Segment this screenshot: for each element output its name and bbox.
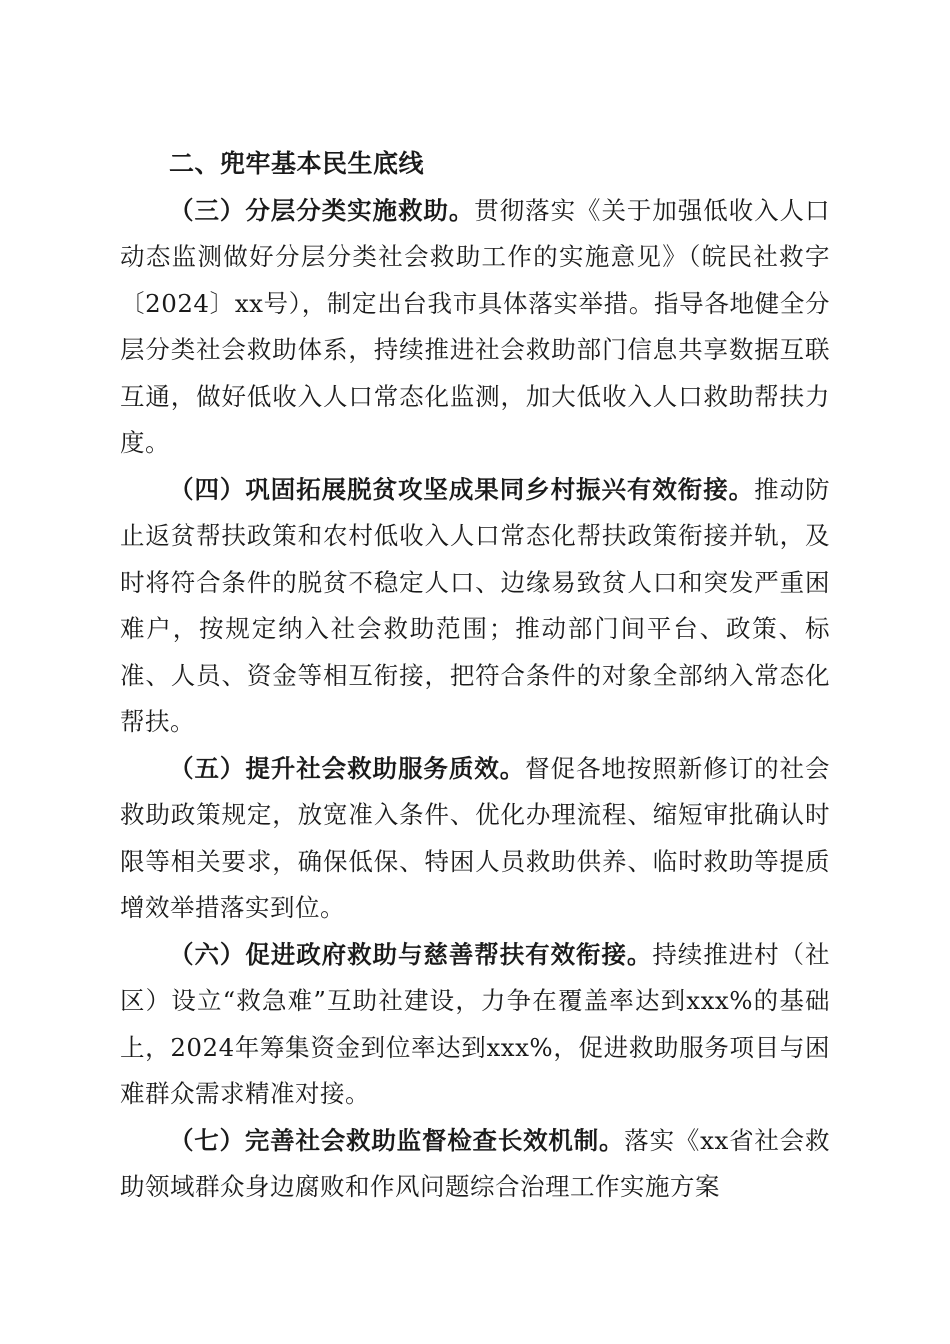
paragraph-4-body: 推动防止返贫帮扶政策和农村低收入人口常态化帮扶政策衔接并轨，及时将符合条件的脱贫不稳定人口、边缘易致贫人口和突发严重困难户，按规定纳入社会救助范围；推动部门间平台、政策、标准、人员、资金等相互衔接，把符合条件的对象全部纳入常态化帮扶。 — [120, 474, 831, 736]
paragraph-7-body: 落实《xx省社会救助领域群众身边腐败和作风问题综合治理工作实施方案 — [120, 1125, 830, 1201]
paragraph-7 — [120, 1118, 830, 1211]
document-body — [120, 141, 830, 1211]
paragraph-6-lead: （六）促进政府救助与慈善帮扶有效衔接。 — [169, 939, 653, 969]
paragraph-3-lead: （三）分层分类实施救助。 — [169, 195, 475, 225]
paragraph-7-lead: （七）完善社会救助监督检查长效机制。 — [169, 1125, 625, 1155]
paragraph-5-lead: （五）提升社会救助服务质效。 — [169, 753, 526, 783]
paragraph-3 — [120, 188, 830, 467]
paragraph-6-body: 持续推进村（社区）设立“救急难”互助社建设，力争在覆盖率达到xxx%的基础上，2024年筹集资金到位率达到xxx%，促进救助服务项目与困难群众需求精准对接。 — [120, 939, 830, 1108]
section-heading: 二、兜牢基本民生底线 — [169, 149, 425, 178]
paragraph-4-lead: （四）巩固拓展脱贫攻坚成果同乡村振兴有效衔接。 — [169, 474, 755, 504]
paragraph-6 — [120, 932, 830, 1118]
paragraph-4 — [120, 467, 830, 746]
paragraph-5 — [120, 746, 830, 932]
paragraph-5-body: 督促各地按照新修订的社会救助政策规定，放宽准入条件、优化办理流程、缩短审批确认时限等相关要求，确保低保、特困人员救助供养、临时救助等提质增效举措落实到位。 — [120, 753, 831, 922]
paragraph-3-body: 贯彻落实《关于加强低收入人口动态监测做好分层分类社会救助工作的实施意见》（皖民社救字〔2024〕xx号），制定出台我市具体落实举措。指导各地健全分层分类社会救助体系，持续推进社会救助部门信息共享数据互联互通，做好低收入人口常态化监测，加大低收入人口救助帮扶力度。 — [120, 195, 830, 457]
